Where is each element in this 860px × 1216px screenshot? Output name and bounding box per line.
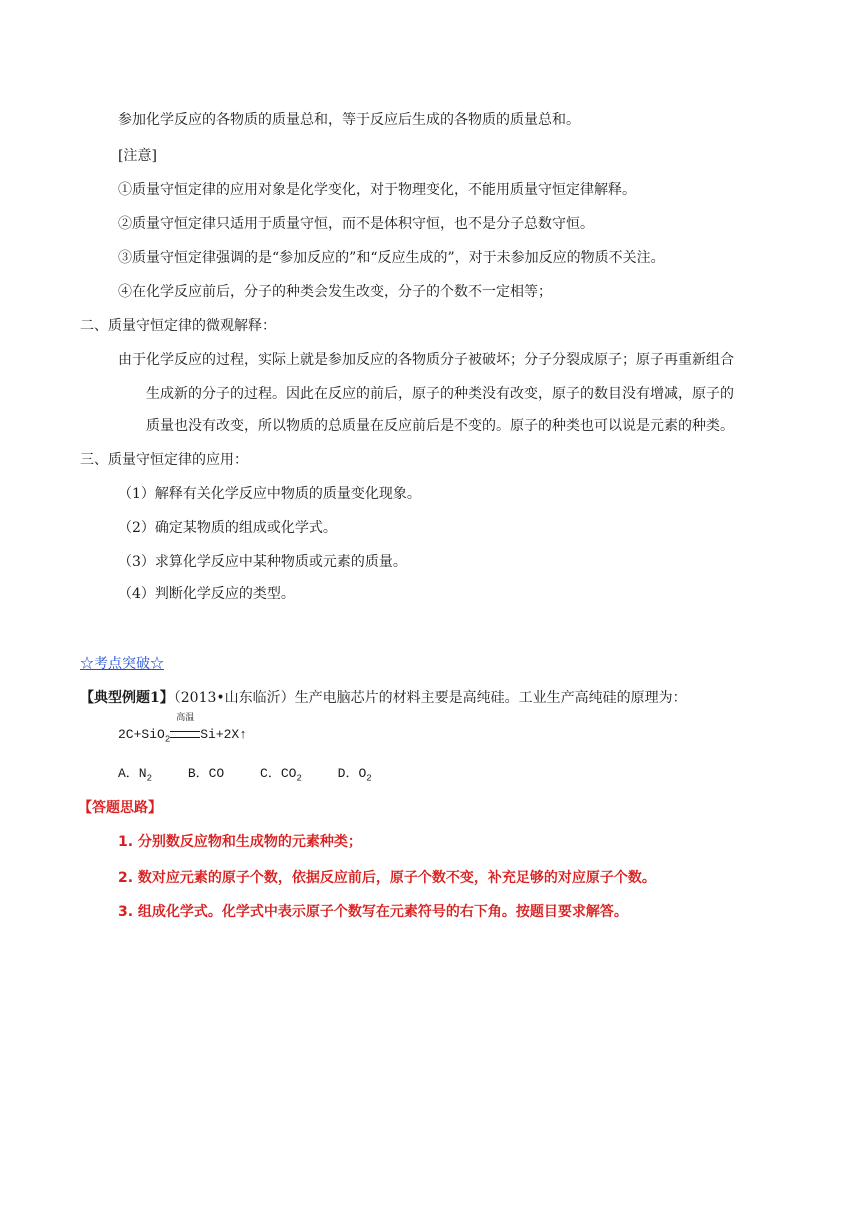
example-question <box>80 688 687 708</box>
reactants: 2C+SiO <box>118 727 165 742</box>
option-b[interactable]: B．CO <box>187 766 225 781</box>
options-row <box>118 764 400 789</box>
answer-step: 2. 数对应元素的原子个数，依据反应前后，原子个数不变，补充足够的对应原子个数。 <box>118 870 656 886</box>
subscript: 2 <box>164 734 171 745</box>
note-item: ①质量守恒定律的应用对象是化学变化，对于物理变化，不能用质量守恒定律解释。 <box>118 182 636 198</box>
example-text: （2013•山东临沂）生产电脑芯片的材料主要是高纯硅。工业生产高纯硅的原理为： <box>173 690 687 706</box>
application-item: （2）确定某物质的组成或化学式。 <box>118 520 337 536</box>
answer-title: 【答题思路】 <box>78 800 162 816</box>
application-item: （4）判断化学反应的类型。 <box>118 586 295 602</box>
gas-arrow-icon: ↑ <box>239 727 248 742</box>
paragraph-line: 质量也没有改变，所以物质的总质量在反应前后是不变的。原子的种类也可以说是元素的种类。 <box>146 418 734 434</box>
paragraph-line: 由于化学反应的过程，实际上就是参加反应的各物质分子被破坏；分子分裂成原子；原子再重新组合 <box>118 352 734 368</box>
note-item: ④在化学反应前后，分子的种类会发生改变，分子的个数不一定相等； <box>118 284 552 300</box>
equals-sign <box>170 731 200 738</box>
note-title: [注意] <box>118 148 157 164</box>
condition-label: 高温 <box>176 713 195 723</box>
option-d[interactable]: D．$O_2$ <box>337 766 372 784</box>
note-item: ③质量守恒定律强调的是“参加反应的”和“反应生成的”，对于未参加反应的物质不关注。 <box>118 250 665 266</box>
answer-step: 3. 组成化学式。化学式中表示原子个数写在元素符号的右下角。按题目要求解答。 <box>118 904 628 920</box>
paragraph-line: 生成新的分子的过程。因此在反应的前后，原子的种类没有改变，原子的数目没有增减，原子的 <box>146 386 734 402</box>
section-heading: 二、质量守恒定律的微观解释： <box>80 318 276 334</box>
example-label: 【典型例题1】 <box>80 690 174 706</box>
reaction-formula <box>118 713 248 750</box>
condition-equals <box>170 713 200 738</box>
note-item: ②质量守恒定律只适用于质量守恒，而不是体积守恒，也不是分子总数守恒。 <box>118 216 594 232</box>
products: Si+2X <box>200 727 240 742</box>
answer-step: 1. 分别数反应物和生成物的元素种类； <box>118 834 362 850</box>
definition-text: 参加化学反应的各物质的质量总和，等于反应后生成的各物质的质量总和。 <box>118 112 580 128</box>
section-heading: 三、质量守恒定律的应用： <box>80 452 248 468</box>
kaodian-link[interactable]: ☆考点突破☆ <box>80 656 164 672</box>
option-a[interactable]: A．$N_2$ <box>118 766 153 784</box>
application-item: （3）求算化学反应中某种物质或元素的质量。 <box>118 554 407 570</box>
option-c[interactable]: C．$CO_2$ <box>260 766 302 784</box>
application-item: （1）解释有关化学反应中物质的质量变化现象。 <box>118 486 421 502</box>
